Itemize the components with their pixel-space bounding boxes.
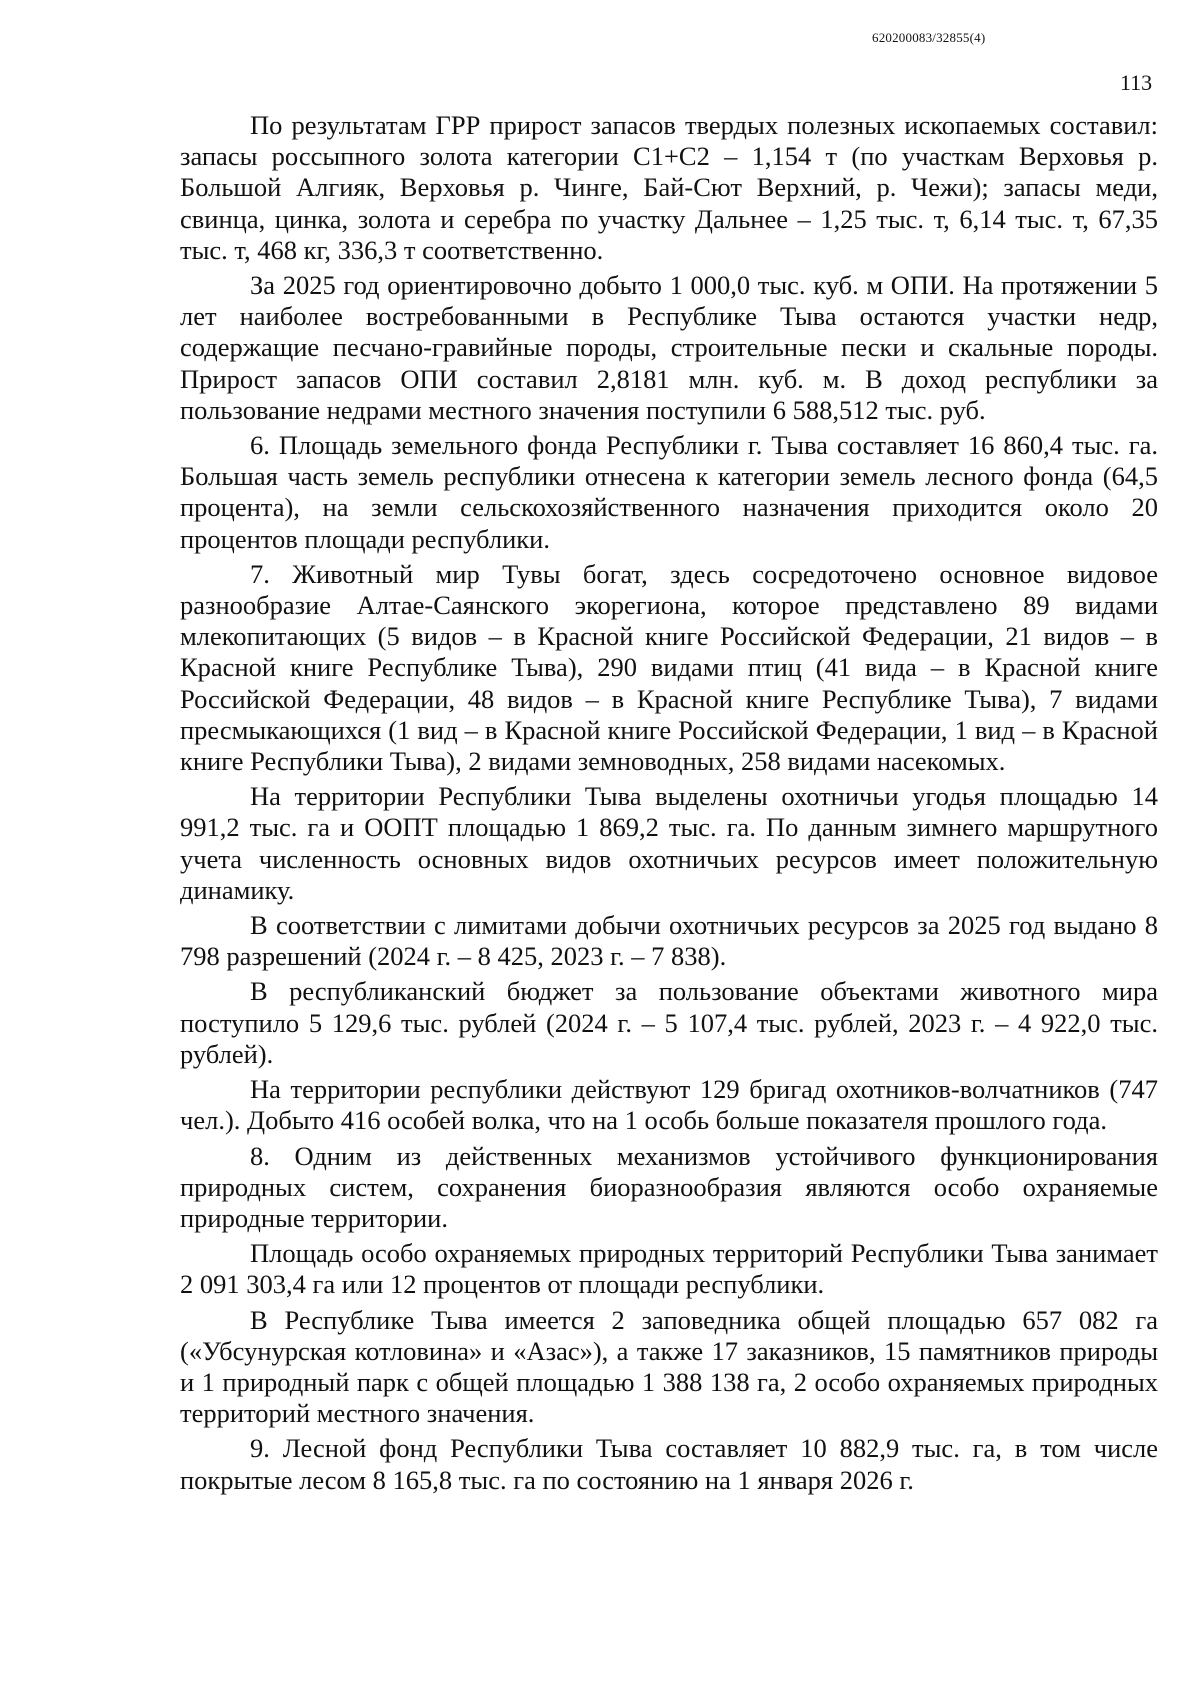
paragraph-forest-fund: 9. Лесной фонд Республики Тыва составляет 10 882,9 тыс. га, в том числе покрытые лесом 8 165,8 тыс. га по состоянию на 1 января 2026 г.	[180, 1433, 1158, 1495]
paragraph-hunting-grounds: На территории Республики Тыва выделены охотничьи угодья площадью 14 991,2 тыс. га и ООПТ площадью 1 869,2 тыс. га. По данным зимнего маршрутного учета численность основных видов охотничьих ресурсов имеет положительную динамику.	[180, 781, 1158, 905]
paragraph-reserves-parks: В Республике Тыва имеется 2 заповедника общей площадью 657 082 га («Убсунурская котловина» и «Азас»), а также 17 заказников, 15 памятников природы и 1 природный парк с общей площадью 1 388 138 га, 2 особо охраняемых природных территорий местного значения.	[180, 1304, 1158, 1429]
paragraph-fauna: 7. Животный мир Тувы богат, здесь сосредоточено основное видовое разнообразие Алтае-Саянского экорегиона, которое представлено 89 видами млекопитающих (5 видов – в Красной книге Российской Федерации, 21 видов – в Красной книге Республике Тыва), 290 видами птиц (41 вида – в Красной книге Российской Федерации, 48 видов – в Красной книге Республике Тыва), 7 видами пресмыкающихся (1 вид – в Красной книге Российской Федерации, 1 вид – в Красной книге Республики Тыва), 2 видами земноводных, 258 видами насекомых.	[180, 558, 1158, 777]
paragraph-common-minerals: За 2025 год ориентировочно добыто 1 000,0 тыс. куб. м ОПИ. На протяжении 5 лет наиболее востребованными в Республике Тыва остаются участки недр, содержащие песчано-гравийные породы, строительные пески и скальные породы. Прирост запасов ОПИ составил 2,8181 млн. куб. м. В доход республики за пользование недрами местного значения поступили 6 588,512 тыс. руб.	[180, 270, 1158, 425]
page-number: 113	[1120, 70, 1153, 95]
paragraph-protected-areas-size: Площадь особо охраняемых природных территорий Республики Тыва занимает 2 091 303,4 га или 12 процентов от площади республики.	[180, 1238, 1158, 1300]
paragraph-wolf-hunters: На территории республики действуют 129 бригад охотников-волчатников (747 чел.). Добыто 416 особей волка, что на 1 особь больше показателя прошлого года.	[180, 1074, 1158, 1136]
paragraph-protected-areas-intro: 8. Одним из действенных механизмов устойчивого функционирования природных систем, сохранения биоразнообразия являются особо охраняемые природные территории.	[180, 1140, 1158, 1233]
paragraph-mineral-reserves: По результатам ГРР прирост запасов твердых полезных ископаемых составил: запасы россыпного золота категории С1+С2 – 1,154 т (по участкам Верховья р. Большой Алгияк, Верховья р. Чинге, Бай-Сют Верхний, р. Чежи); запасы меди, свинца, цинка, золота и серебра по участку Дальнее – 1,25 тыс. т, 6,14 тыс. т, 67,35 тыс. т, 468 кг, 336,3 т соответственно.	[180, 110, 1158, 265]
document-id: 620200083/32855(4)	[872, 30, 986, 45]
paragraph-budget-revenue: В республиканский бюджет за пользование объектами животного мира поступило 5 129,6 тыс. рублей (2024 г. – 5 107,4 тыс. рублей, 2023 г. – 4 922,0 тыс. рублей).	[180, 976, 1158, 1069]
paragraph-land-fund: 6. Площадь земельного фонда Республики г. Тыва составляет 16 860,4 тыс. га. Большая часть земель республики отнесена к категории земель лесного фонда (64,5 процента), на земли сельскохозяйственного назначения приходится около 20 процентов площади республики.	[180, 430, 1158, 554]
document-body	[180, 110, 1158, 1500]
paragraph-hunting-permits: В соответствии с лимитами добычи охотничьих ресурсов за 2025 год выдано 8 798 разрешений (2024 г. – 8 425, 2023 г. – 7 838).	[180, 910, 1158, 972]
